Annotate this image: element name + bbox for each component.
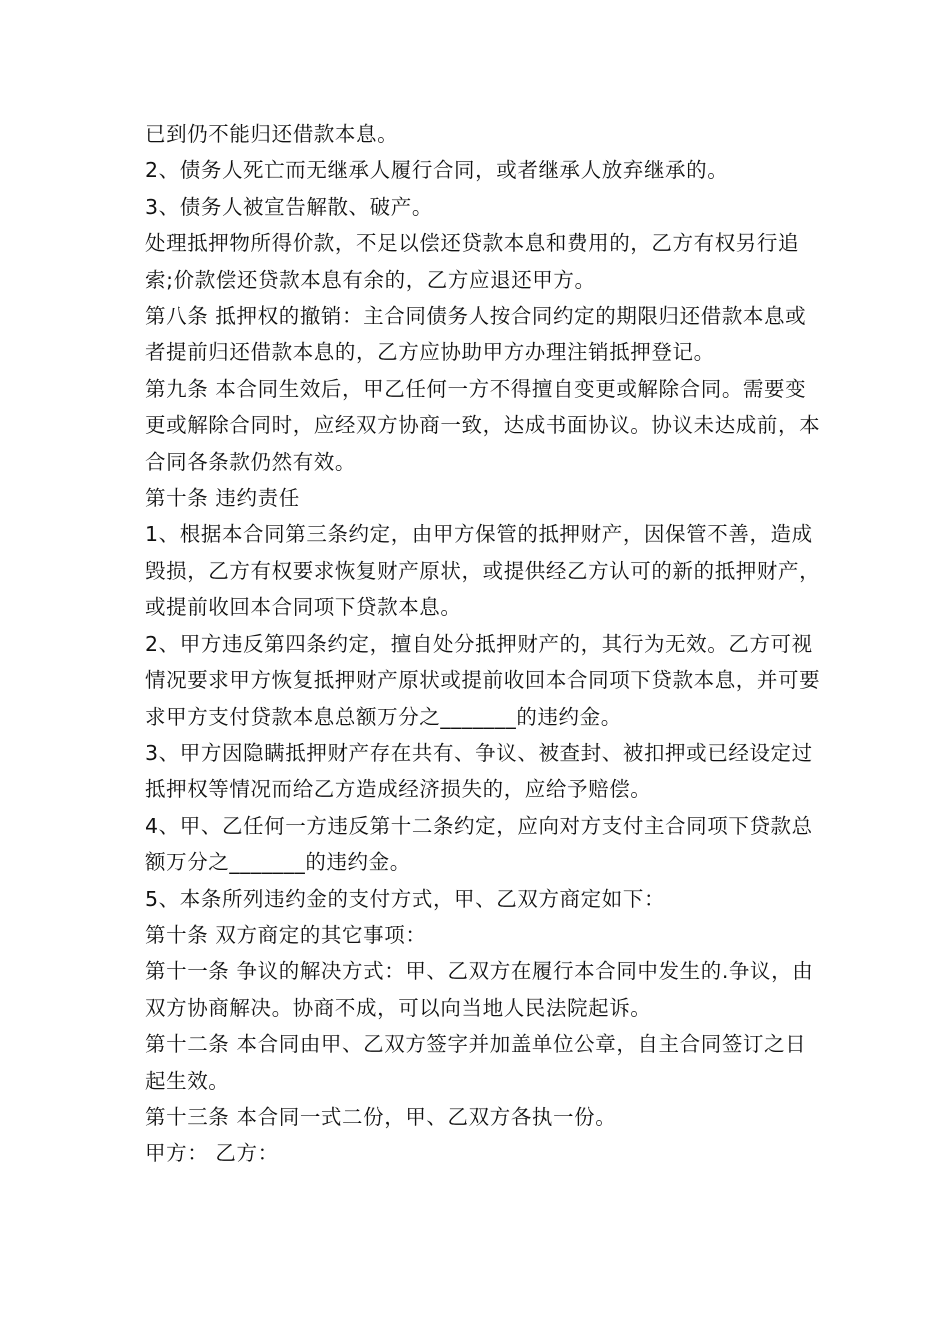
paragraph-clause-2: 2、债务人死亡而无继承人履行合同，或者继承人放弃继承的。	[145, 158, 729, 183]
paragraph-article-8: 第八条 抵押权的撤销：主合同债务人按合同约定的期限归还借款本息或者提前归还借款本息的，乙方应协助甲方办理注销抵押登记。	[145, 304, 807, 365]
paragraph-other-matters: 第十条 双方商定的其它事项：	[145, 922, 427, 947]
signature-line: 甲方： 乙方：	[145, 1141, 279, 1166]
paragraph-article-12: 第十二条 本合同由甲、乙双方签字并加盖单位公章，自主合同签订之日起生效。	[145, 1032, 807, 1093]
paragraph-clause-3: 3、债务人被宣告解散、破产。	[145, 194, 433, 219]
paragraph-article-11: 第十一条 争议的解决方式：甲、乙双方在履行本合同中发生的.争议，由双方协商解决。协商不成，可以向当地人民法院起诉。	[145, 959, 814, 1020]
paragraph-breach-3: 3、甲方因隐瞒抵押财产存在共有、争议、被查封、被扣押或已经设定过抵押权等情况而给乙方造成经济损失的，应给予赔偿。	[145, 740, 813, 802]
paragraph-breach-5: 5、本条所列违约金的支付方式，甲、乙双方商定如下：	[145, 886, 666, 911]
paragraph-breach-1: 1、根据本合同第三条约定，由甲方保管的抵押财产，因保管不善，造成毁损，乙方有权要求恢复财产原状，或提供经乙方认可的新的抵押财产，或提前收回本合同项下贷款本息。	[145, 522, 821, 620]
paragraph-continuation: 已到仍不能归还借款本息。	[145, 122, 399, 146]
paragraph-breach-4: 4、甲、乙任何一方违反第十二条约定，应向对方支付主合同项下贷款总额万分之_______的违约金。	[145, 813, 813, 875]
paragraph-article-9: 第九条 本合同生效后，甲乙任何一方不得擅自变更或解除合同。需要变更或解除合同时，应经双方协商一致，达成书面协议。协议未达成前，本合同各条款仍然有效。	[145, 376, 821, 474]
paragraph-article-10-heading: 第十条 违约责任	[145, 486, 300, 511]
document-body	[145, 116, 825, 1172]
paragraph-article-13: 第十三条 本合同一式二份，甲、乙双方各执一份。	[145, 1104, 617, 1129]
paragraph-breach-2: 2、甲方违反第四条约定，擅自处分抵押财产的，其行为无效。乙方可视情况要求甲方恢复抵押财产原状或提前收回本合同项下贷款本息，并可要求甲方支付贷款本息总额万分之_______的违约金。	[145, 631, 821, 729]
paragraph-disposal: 处理抵押物所得价款，不足以偿还贷款本息和费用的，乙方有权另行追索;价款偿还贷款本息有余的，乙方应退还甲方。	[145, 231, 800, 292]
